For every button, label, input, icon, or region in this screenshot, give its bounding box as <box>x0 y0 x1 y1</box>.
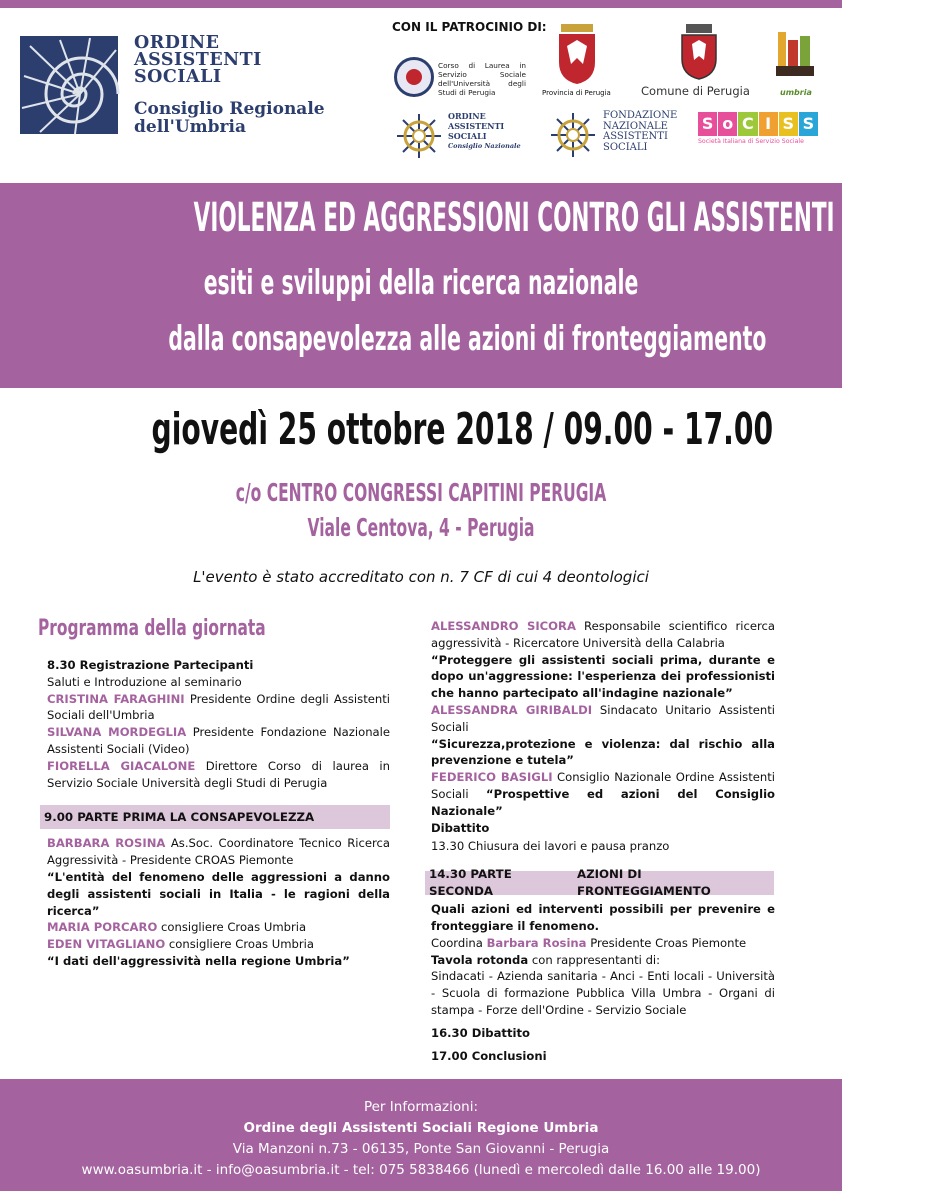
speaker-porcaro <box>47 919 390 936</box>
provincia-label: Provincia di Perugia <box>542 89 611 97</box>
oas-logo-mark <box>20 36 118 134</box>
sociss-letter: S <box>779 112 798 136</box>
event-title: VIOLENZA ED AGGRESSIONI CONTRO GLI ASSISTENTI SOCIALI <box>193 195 938 241</box>
unipg-text: Corso di Laurea in Servizio Sociale dell'Università degli Studi di Perugia <box>438 61 526 97</box>
speaker-name: EDEN VITAGLIANO <box>47 937 166 952</box>
fond-line-1: FONDAZIONE <box>603 110 678 121</box>
speaker-rosina <box>47 835 390 869</box>
speaker-giacalone <box>47 758 390 792</box>
event-subtitle-2: dalla consapevolezza alle azioni di fronteggiamento <box>168 319 767 359</box>
speaker-role: As.Soc. Coordinatore Tecnico Ricerca Aggressività - Presidente CROAS Piemonte <box>47 836 390 868</box>
provincia-crest-icon <box>555 24 599 86</box>
speaker-name: FIORELLA GIACALONE <box>47 758 196 773</box>
event-venue: c/o CENTRO CONGRESSI CAPITINI PERUGIA <box>235 478 607 507</box>
registration-line: 8.30 Registrazione Partecipanti <box>47 658 254 672</box>
org-line-1: ORDINE <box>134 33 220 53</box>
sociss-letter: C <box>738 112 757 136</box>
fond-line-2: NAZIONALE <box>603 120 668 132</box>
oas-cn-line-1: ORDINE <box>448 111 486 121</box>
oas-cn-line-4: Consiglio Nazionale <box>448 142 521 150</box>
section-time: 14.30 PARTE SECONDA <box>429 867 512 899</box>
speaker-name: ALESSANDRA GIRIBALDI <box>431 702 593 717</box>
event-subtitle-1: esiti e sviluppi della ricerca nazionale <box>203 263 639 303</box>
patronage-label: CON IL PATROCINIO DI: <box>392 20 547 34</box>
speaker-name: BARBARA ROSINA <box>47 836 166 851</box>
event-address: Viale Centova, 4 - Perugia <box>307 513 535 542</box>
section-title: LA CONSAPEVOLEZZA <box>169 809 315 824</box>
speaker-name: MARIA PORCARO <box>47 920 158 935</box>
umbria-label: umbria <box>780 88 812 97</box>
speaker-name: ALESSANDRO SICORA <box>431 619 576 633</box>
section-part-two <box>425 867 774 899</box>
greetings-line: Saluti e Introduzione al seminario <box>47 674 242 689</box>
speaker-sicora <box>431 618 775 652</box>
speaker-name: FEDERICO BASIGLI <box>431 770 553 785</box>
debate-line-2: 16.30 Dibattito <box>431 1025 530 1040</box>
speaker-mordeglia <box>47 724 390 758</box>
coordinator-line <box>431 935 775 952</box>
umbria-logo-icon <box>774 30 816 88</box>
comune-label: Comune di Perugia <box>641 84 750 98</box>
speaker-name: SILVANA MORDEGLIA <box>47 725 187 740</box>
top-strip <box>0 0 842 8</box>
talk-title: “Sicurezza,protezione e violenza: dal rischio alla prevenzione e tutela” <box>431 736 775 768</box>
sociss-letter: I <box>759 112 778 136</box>
org-sub-1: Consiglio Regionale <box>134 99 325 119</box>
coordinator-role: Presidente Croas Piemonte <box>586 935 747 950</box>
speaker-name: CRISTINA FARAGHINI <box>47 691 185 706</box>
program-right-column <box>425 618 775 1064</box>
question-line: Quali azioni ed interventi possibili per prevenire e fronteggiare il fenomeno. <box>431 902 775 933</box>
coordinator-name: Barbara Rosina <box>486 935 587 950</box>
footer <box>0 1079 842 1191</box>
title-banner <box>0 183 938 388</box>
sociss-sub: Società Italiana di Servizio Sociale <box>698 138 804 145</box>
lunch-line: 13.30 Chiusura dei lavori e pausa pranzo <box>431 839 670 854</box>
round-table-line <box>431 952 775 969</box>
speaker-role: consigliere Croas Umbria <box>157 920 307 935</box>
talk-title: “Proteggere gli assistenti sociali prima, durante e dopo un'aggressione: l'esperienza dei professionisti che hanno partecipato all'indagine nazionale” <box>431 652 775 701</box>
section-time: 9.00 PARTE PRIMA <box>44 809 166 824</box>
org-line-3: SOCIALI <box>134 67 222 87</box>
header <box>0 8 842 183</box>
footer-address: Via Manzoni n.73 - 06135, Ponte San Giovanni - Perugia <box>232 1141 610 1157</box>
speaker-role: Sindacato Unitario Assistenti Sociali <box>431 702 776 734</box>
spiral-logo-icon <box>20 36 118 134</box>
footer-info-label: Per Informazioni: <box>363 1099 479 1115</box>
section-part-one <box>40 805 390 829</box>
accreditation-note: L'evento è stato accreditato con n. 7 CF di cui 4 deontologici <box>193 568 649 586</box>
unipg-seal-icon <box>394 57 434 97</box>
round-table-intro: con rappresentanti di: <box>528 952 661 967</box>
round-table-list: Sindacati - Azienda sanitaria - Anci - Enti locali - Università - Scuola di formazione Pubblica Villa Umbra - Organi di stampa - Forze dell'Ordine - Servizio Sociale <box>431 969 775 1017</box>
speaker-role: Presidente Fondazione Nazionale Assistenti Sociali (Video) <box>47 725 390 756</box>
speaker-role: Direttore Corso di laurea in Servizio Sociale Università degli Studi di Perugia <box>47 758 390 790</box>
sociss-logo <box>698 112 818 136</box>
talk-title: “Prospettive ed azioni del Consiglio Nazionale” <box>431 786 776 818</box>
comune-crest-icon <box>680 24 718 80</box>
event-date: giovedì 25 ottobre 2018 / 09.00 - 17.00 <box>151 404 774 455</box>
speaker-role: Presidente Ordine degli Assistenti Sociali dell'Umbria <box>47 691 390 723</box>
speaker-vitagliano <box>47 936 390 953</box>
coordinator-prefix: Coordina <box>431 935 487 950</box>
program-left-column <box>40 657 390 970</box>
fond-line-3: ASSISTENTI <box>603 131 668 142</box>
fond-line-4: SOCIALI <box>603 141 648 153</box>
sociss-letter: S <box>799 112 818 136</box>
oas-cn-line-2: ASSISTENTI <box>448 121 505 131</box>
talk-title: “I dati dell'aggressività nella regione Umbria” <box>47 953 350 968</box>
speaker-basigli <box>431 769 775 819</box>
org-line-2: ASSISTENTI <box>134 50 262 70</box>
sociss-letter: o <box>718 112 737 136</box>
section-title: AZIONI DI FRONTEGGIAMENTO <box>576 867 711 899</box>
talk-title: “L'entità del fenomeno delle aggressioni a danno degli assistenti sociali in Italia - le ragioni della ricerca” <box>47 869 390 918</box>
oas-cn-spiral-icon <box>396 113 442 159</box>
org-sub-2: dell'Umbria <box>134 117 246 137</box>
round-table-label: Tavola rotonda <box>431 952 529 967</box>
speaker-role: consigliere Croas Umbria <box>165 937 315 952</box>
sociss-letter: S <box>698 112 717 136</box>
speaker-role: Consiglio Nazionale Ordine Assistenti Sociali <box>431 770 776 801</box>
speaker-giribaldi <box>431 702 775 736</box>
speaker-role: Responsabile scientifico ricerca aggressività - Ricercatore Università della Calabria <box>431 619 775 650</box>
speaker-faraghini <box>47 691 390 725</box>
conclusions-line: 17.00 Conclusioni <box>431 1048 547 1063</box>
fondazione-spiral-icon <box>550 112 596 158</box>
program-heading: Programma della giornata <box>38 616 266 641</box>
oas-cn-line-3: SOCIALI <box>448 131 487 141</box>
debate-line: Dibattito <box>431 820 490 835</box>
footer-org-name: Ordine degli Assistenti Sociali Regione Umbria <box>243 1120 599 1136</box>
footer-contacts[interactable]: www.oasumbria.it - info@oasumbria.it - tel: 075 5838466 (lunedì e mercoledì dalle 16.00 alle 19.00) <box>81 1162 761 1178</box>
